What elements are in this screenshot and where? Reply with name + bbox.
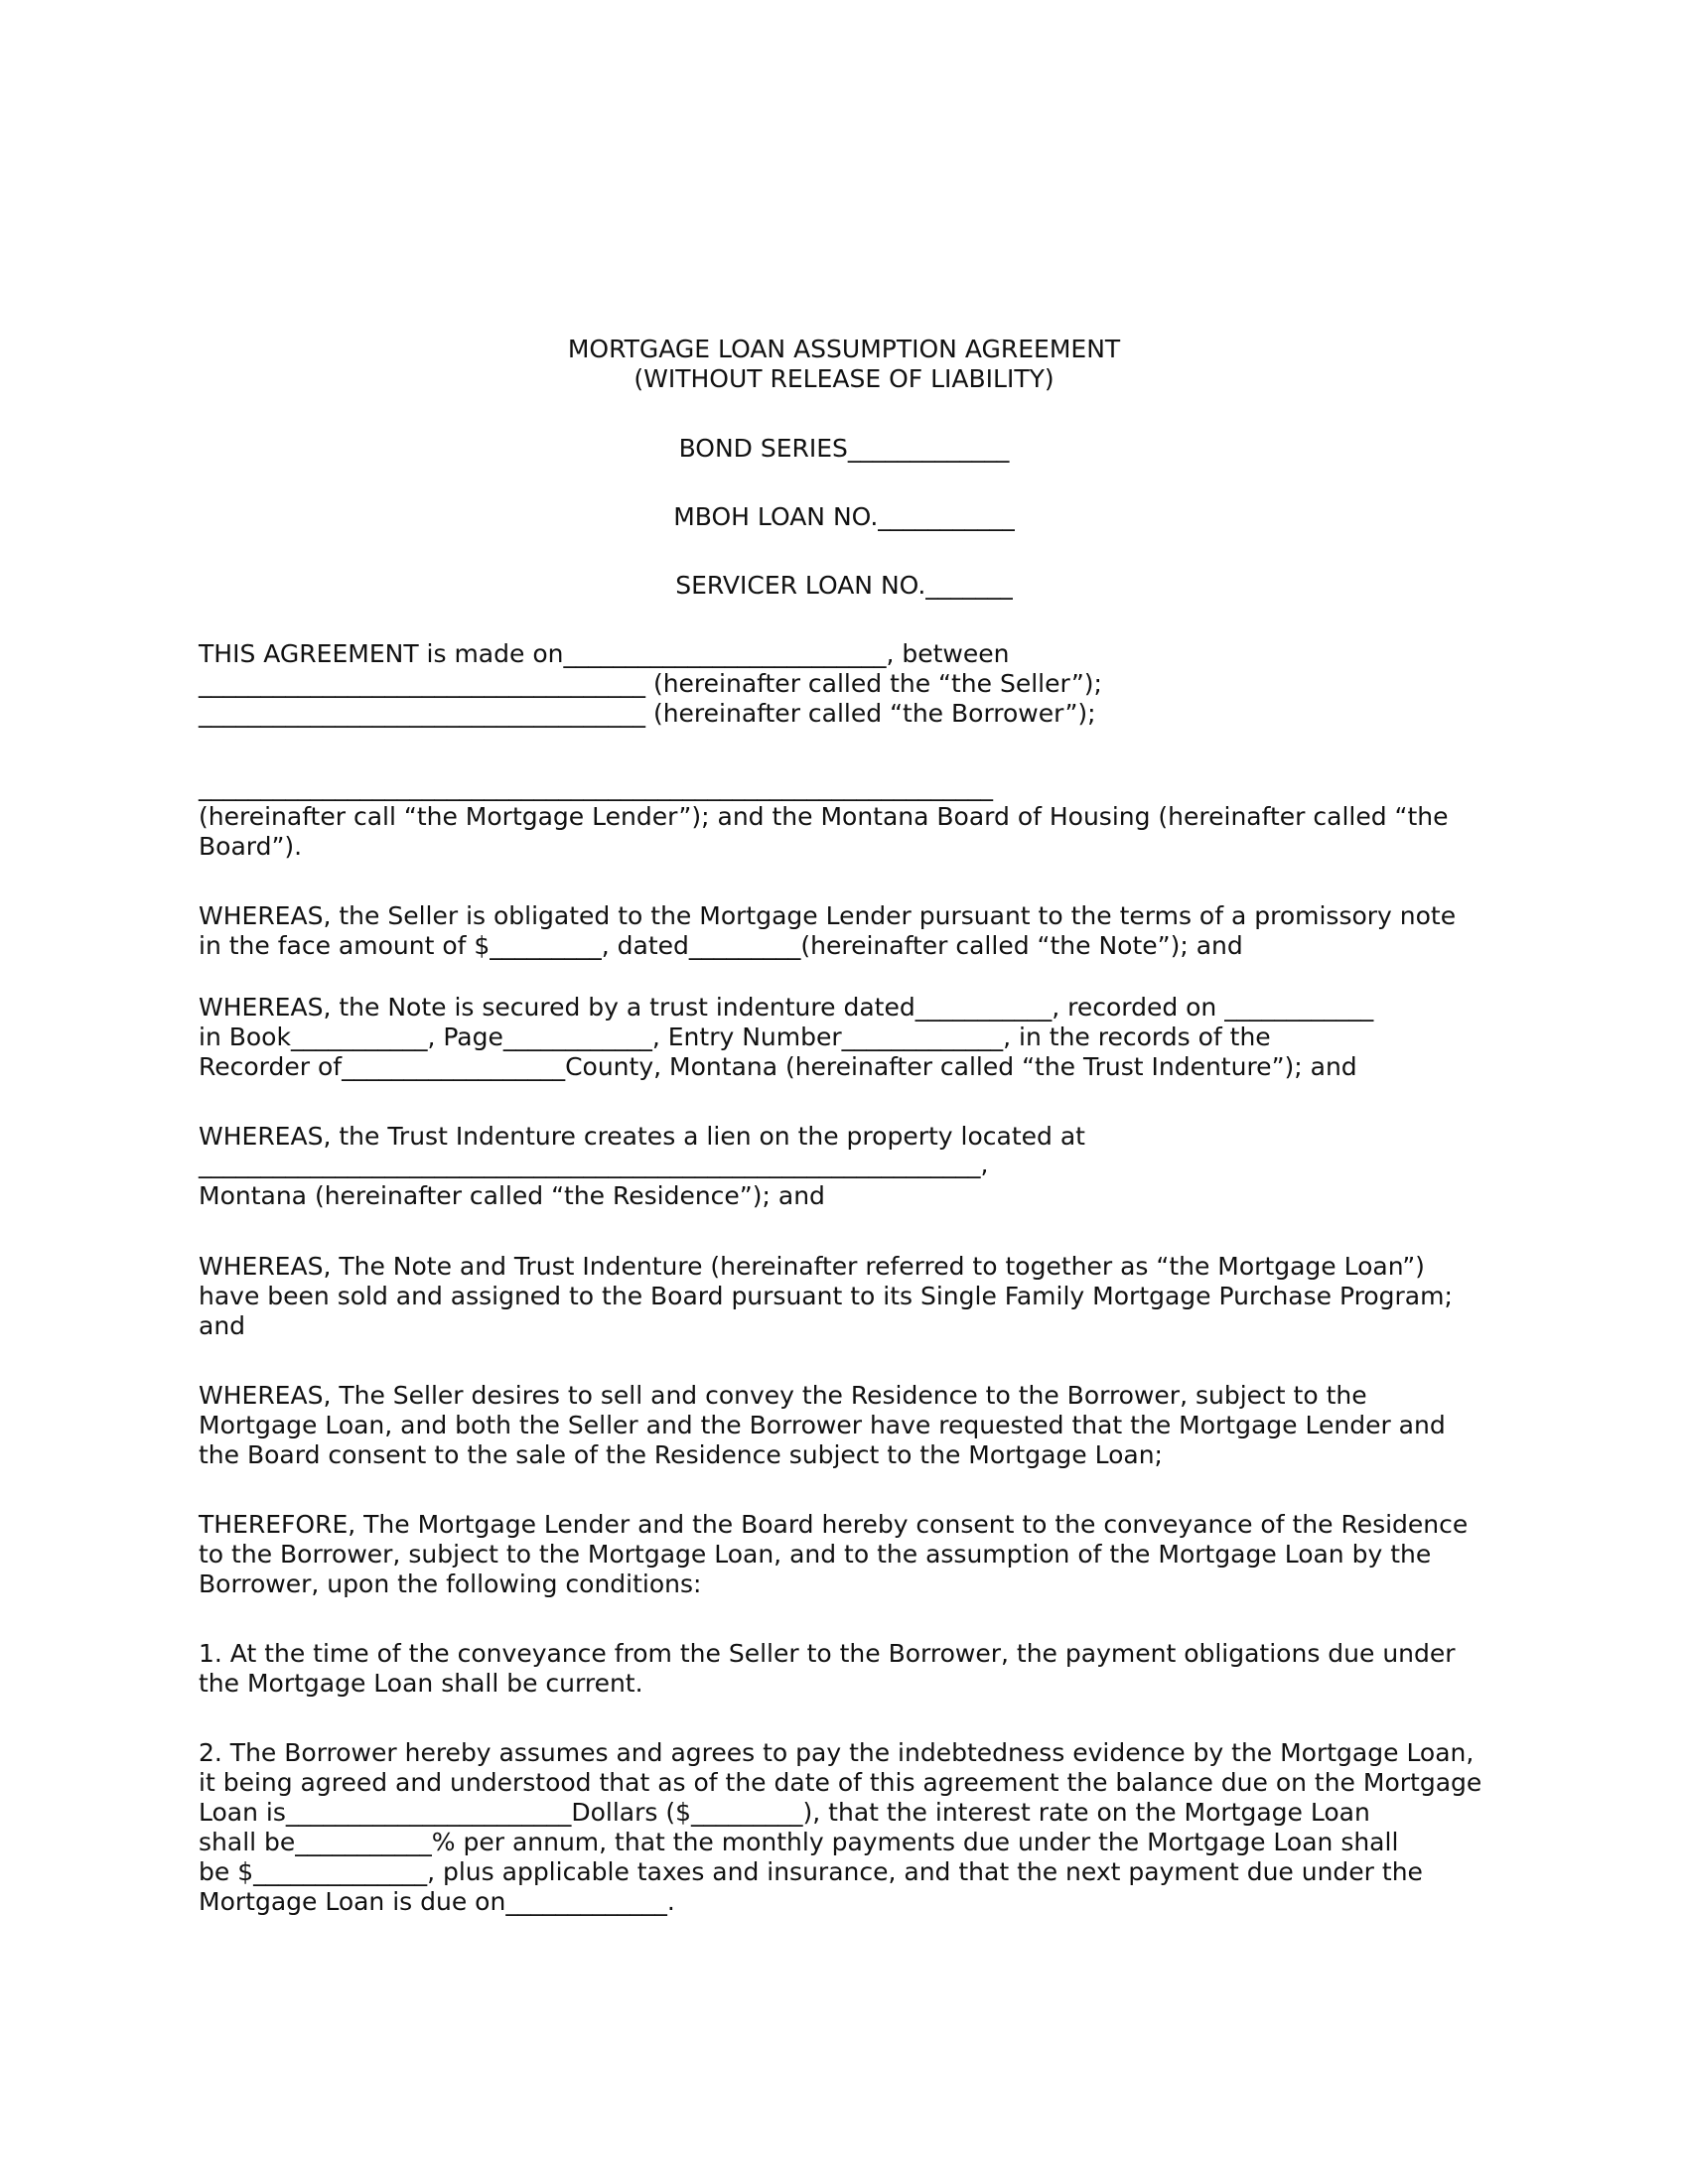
whereas-sold-line-3: and	[199, 1311, 246, 1340]
whereas-sold-line-2: have been sold and assigned to the Board pursuant to its Single Family Mortgage Purchase Program;	[199, 1282, 1453, 1310]
whereas-note-line-2: in the face amount of $_________, dated_________(hereinafter called “the Note”); and	[199, 931, 1243, 960]
whereas-sold-line-1: WHEREAS, The Note and Trust Indenture (hereinafter referred to together as “the Mortgage Loan”)	[199, 1252, 1425, 1281]
therefore-line-2: to the Borrower, subject to the Mortgage Loan, and to the assumption of the Mortgage Loan by the	[199, 1540, 1432, 1569]
therefore-line-1: THEREFORE, The Mortgage Lender and the Board hereby consent to the conveyance of the Residence	[199, 1510, 1469, 1539]
condition-2-line-3: Loan is_______________________Dollars ($_________), that the interest rate on the Mortgage Loan	[199, 1798, 1370, 1827]
therefore-line-3: Borrower, upon the following conditions:	[199, 1570, 702, 1598]
mboh-loan-number-field: MBOH LOAN NO.___________	[673, 502, 1015, 531]
condition-2-line-5: be $______________, plus applicable taxes and insurance, and that the next payment due under the	[199, 1857, 1423, 1886]
whereas-convey-line-3: the Board consent to the sale of the Residence subject to the Mortgage Loan;	[199, 1440, 1163, 1469]
whereas-trust-line-2: in Book___________, Page____________, Entry Number_____________, in the records of the	[199, 1023, 1271, 1051]
parties-line-2: ____________________________________ (hereinafter called the “the Seller”);	[199, 669, 1102, 698]
parties-line-5: (hereinafter call “the Mortgage Lender”); and the Montana Board of Housing (hereinafter called “the	[199, 802, 1449, 831]
parties-line-4: ________________________________________________________________	[199, 772, 993, 801]
bond-series-field: BOND SERIES_____________	[678, 434, 1010, 463]
whereas-lien-line-2: _______________________________________________________________,	[199, 1150, 989, 1178]
condition-1-line-1: 1. At the time of the conveyance from the Seller to the Borrower, the payment obligations due under	[199, 1639, 1456, 1668]
document-subtitle: (WITHOUT RELEASE OF LIABILITY)	[633, 364, 1055, 393]
document-title: MORTGAGE LOAN ASSUMPTION AGREEMENT	[567, 335, 1121, 363]
condition-1-line-2: the Mortgage Loan shall be current.	[199, 1669, 643, 1698]
whereas-convey-line-1: WHEREAS, The Seller desires to sell and convey the Residence to the Borrower, subject to the	[199, 1381, 1367, 1410]
servicer-loan-number-field: SERVICER LOAN NO._______	[675, 571, 1013, 600]
parties-line-1: THIS AGREEMENT is made on__________________________, between	[199, 639, 1010, 668]
parties-line-3: ____________________________________ (hereinafter called “the Borrower”);	[199, 699, 1096, 728]
condition-2-line-1: 2. The Borrower hereby assumes and agrees to pay the indebtedness evidence by the Mortgage Loan,	[199, 1738, 1475, 1767]
whereas-convey-line-2: Mortgage Loan, and both the Seller and the Borrower have requested that the Mortgage Lender and	[199, 1411, 1446, 1439]
whereas-lien-line-1: WHEREAS, the Trust Indenture creates a lien on the property located at	[199, 1122, 1085, 1151]
parties-line-6: Board”).	[199, 832, 303, 861]
whereas-trust-line-3: Recorder of__________________County, Montana (hereinafter called “the Trust Indenture”); and	[199, 1052, 1357, 1081]
condition-2-line-6: Mortgage Loan is due on_____________.	[199, 1887, 675, 1916]
whereas-lien-line-3: Montana (hereinafter called “the Residence”); and	[199, 1181, 825, 1210]
condition-2-line-4: shall be___________% per annum, that the monthly payments due under the Mortgage Loan shall	[199, 1828, 1399, 1856]
whereas-note-line-1: WHEREAS, the Seller is obligated to the Mortgage Lender pursuant to the terms of a promissory note	[199, 901, 1457, 930]
condition-2-line-2: it being agreed and understood that as of the date of this agreement the balance due on the Mortgage	[199, 1768, 1482, 1797]
whereas-trust-line-1: WHEREAS, the Note is secured by a trust indenture dated___________, recorded on ____________	[199, 993, 1374, 1022]
